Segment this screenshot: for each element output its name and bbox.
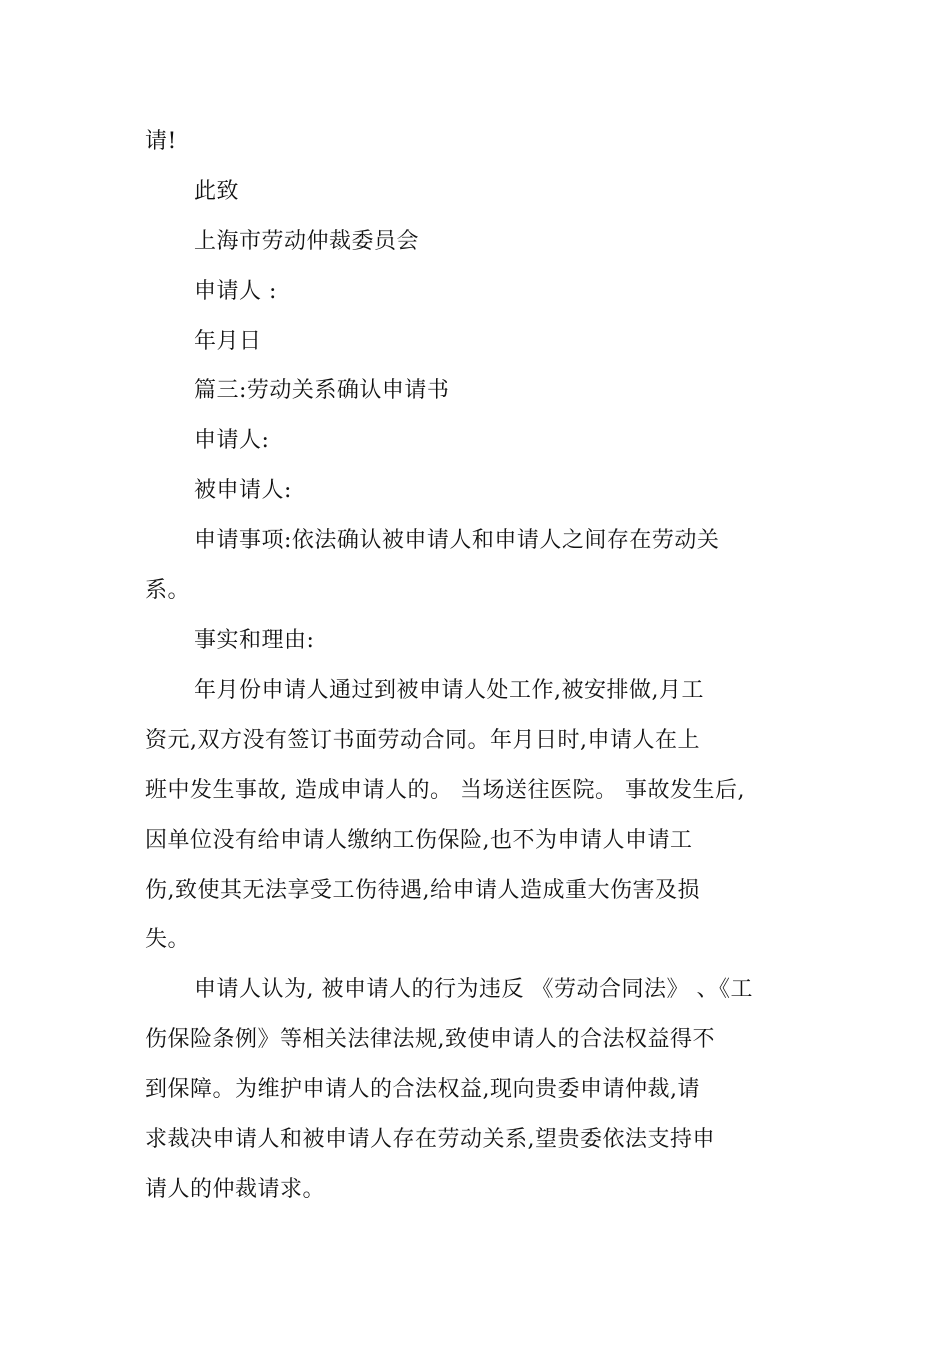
- section-title: 篇三:劳动关系确认申请书: [194, 378, 450, 403]
- text-line: 失。: [145, 927, 191, 952]
- facts-heading: 事实和理由:: [194, 628, 315, 653]
- text-line: 系。: [145, 578, 191, 603]
- closing-salutation: 此致: [194, 179, 240, 204]
- applicant-signature: 申请人 :: [194, 279, 277, 304]
- text-line: 伤保险条例》等相关法律法规,致使申请人的合法权益得不: [145, 1027, 715, 1052]
- recipient: 上海市劳动仲裁委员会: [194, 229, 420, 254]
- request-item: 申请事项:依法确认被申请人和申请人之间存在劳动关: [194, 528, 720, 553]
- text-line: 申请人认为, 被申请人的行为违反 《劳动合同法》 、《工: [194, 977, 753, 1002]
- text-line: 伤,致使其无法享受工伤待遇,给申请人造成重大伤害及损: [145, 878, 700, 903]
- text-line: 资元,双方没有签订书面劳动合同。年月日时,申请人在上: [145, 728, 700, 753]
- date-line: 年月日: [194, 329, 262, 354]
- text-line: 求裁决申请人和被申请人存在劳动关系,望贵委依法支持申: [145, 1127, 715, 1152]
- applicant-label: 申请人:: [194, 428, 270, 453]
- respondent-label: 被申请人:: [194, 478, 292, 503]
- text-line: 班中发生事故, 造成申请人的。 当场送往医院。 事故发生后,: [145, 778, 745, 803]
- text-line: 到保障。为维护申请人的合法权益,现向贵委申请仲裁,请: [145, 1077, 700, 1102]
- text-line: 年月份申请人通过到被申请人处工作,被安排做,月工: [194, 678, 704, 703]
- text-line: 请!: [145, 129, 177, 154]
- text-line: 因单位没有给申请人缴纳工伤保险,也不为申请人申请工: [145, 828, 693, 853]
- text-line: 请人的仲裁请求。: [145, 1177, 326, 1202]
